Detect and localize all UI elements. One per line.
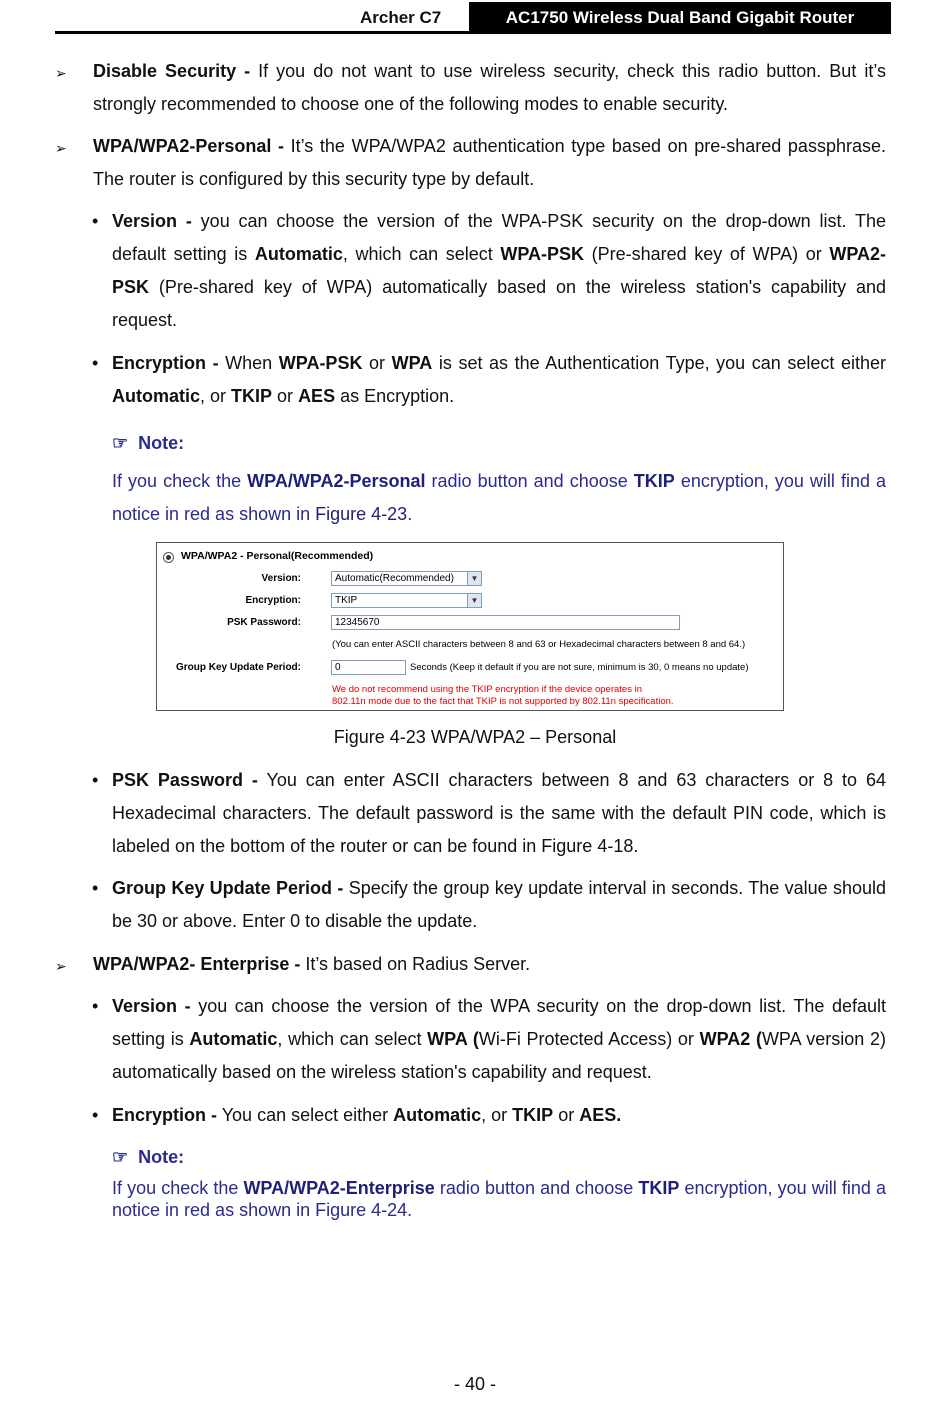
disable-security-paragraph: Disable Security - If you do not want to use wireless security, check this radio button. But it’s strongly recommended to choose one of the following modes to enable security. [93,61,887,114]
version-label: Version: [261,573,301,584]
pointing-hand-icon: ☞ [112,433,129,453]
dot-bullet: • [92,878,99,898]
figure-wpa-personal [156,542,784,711]
tkip-warning-line1: We do not recommend using the TKIP encryption if the device operates in [332,684,642,695]
version-select[interactable]: Automatic(Recommended) ▼ [331,571,482,586]
psk-input[interactable]: 12345670 [331,615,680,630]
gkup-label: Group Key Update Period: [175,662,301,673]
dot-bullet: • [92,353,99,373]
arrowhead-bullet-icon: ➢ [55,140,67,156]
note-text: If you check the WPA/WPA2-Personal radio button and choose TKIP encryption, you will find a notice in red as shown in Figure 4-23. [112,471,887,524]
psk-label: PSK Password: [227,617,301,628]
figure-caption: Figure 4-23 WPA/WPA2 – Personal [333,727,617,747]
dot-bullet: • [92,1105,99,1125]
dot-bullet: • [92,770,99,790]
chevron-down-icon: ▼ [467,572,481,585]
group-key-paragraph: Group Key Update Period - Specify the group key update interval in seconds. The value should be 30 or above. Enter 0 to disable the update. [112,878,886,931]
header-rule [55,31,891,34]
note-text: If you check the WPA/WPA2-Enterprise radio button and choose TKIP encryption, you will find a notice in red as shown in Figure 4-24. [112,1178,886,1220]
version-paragraph: Version - you can choose the version of the WPA-PSK security on the drop-down list. The default setting is Automatic, which can select WPA-PSK (Pre-shared key of WPA) or WPA2-PSK (Pre-shared key of WPA) automatically based on the wireless station's capability and request. [112,211,886,330]
header-model: Archer C7 [360,8,442,27]
arrowhead-bullet-icon: ➢ [55,65,67,81]
chevron-down-icon: ▼ [467,594,481,607]
dot-bullet: • [92,211,99,231]
note-title: ☞ Note: [112,433,185,453]
page-number: - 40 - [453,1374,496,1394]
encryption-select[interactable]: TKIP ▼ [331,593,482,608]
figure-link[interactable]: Figure 4-23 [315,504,408,524]
encryption-label: Encryption: [245,595,301,606]
arrowhead-bullet-icon: ➢ [55,958,67,974]
encryption-paragraph: Encryption - When WPA-PSK or WPA is set as the Authentication Type, you can select either Automatic, or TKIP or AES as Encryption. [112,353,887,406]
figure-heading: WPA/WPA2 - Personal(Recommended) [181,550,374,562]
wpa-personal-radio[interactable] [163,552,174,563]
header-product: AC1750 Wireless Dual Band Gigabit Router [469,2,891,33]
encryption-enterprise-paragraph: Encryption - You can select either Automatic, or TKIP or AES. [112,1105,622,1125]
tkip-warning-line2: 802.11n mode due to the fact that TKIP is not supported by 802.11n specification. [332,696,674,707]
gkup-input[interactable]: 0 [331,660,406,675]
dot-bullet: • [92,996,99,1016]
wpa-enterprise-paragraph: WPA/WPA2- Enterprise - It’s based on Radius Server. [93,954,531,974]
psk-password-paragraph: PSK Password - You can enter ASCII characters between 8 and 63 characters or 8 to 64 Hexadecimal characters. The default password is the same with the default PIN code, which is labeled on the bottom of the router or can be found in Figure 4-18. [112,770,886,856]
psk-hint: (You can enter ASCII characters between 8 and 63 or Hexadecimal characters between 8 and 64.) [332,639,746,650]
version-enterprise-paragraph: Version - you can choose the version of the WPA security on the drop-down list. The default setting is Automatic, which can select WPA (Wi-Fi Protected Access) or WPA2 (WPA version 2) automatically based on the wireless station's capability and request. [112,996,886,1082]
pointing-hand-icon: ☞ [112,1147,129,1167]
note-title: ☞ Note: [112,1147,185,1167]
gkup-hint: Seconds (Keep it default if you are not sure, minimum is 30, 0 means no update) [410,662,749,673]
wpa-personal-paragraph: WPA/WPA2-Personal - It’s the WPA/WPA2 authentication type based on pre-shared passphrase. The router is configured by this security type by default. [93,136,886,189]
